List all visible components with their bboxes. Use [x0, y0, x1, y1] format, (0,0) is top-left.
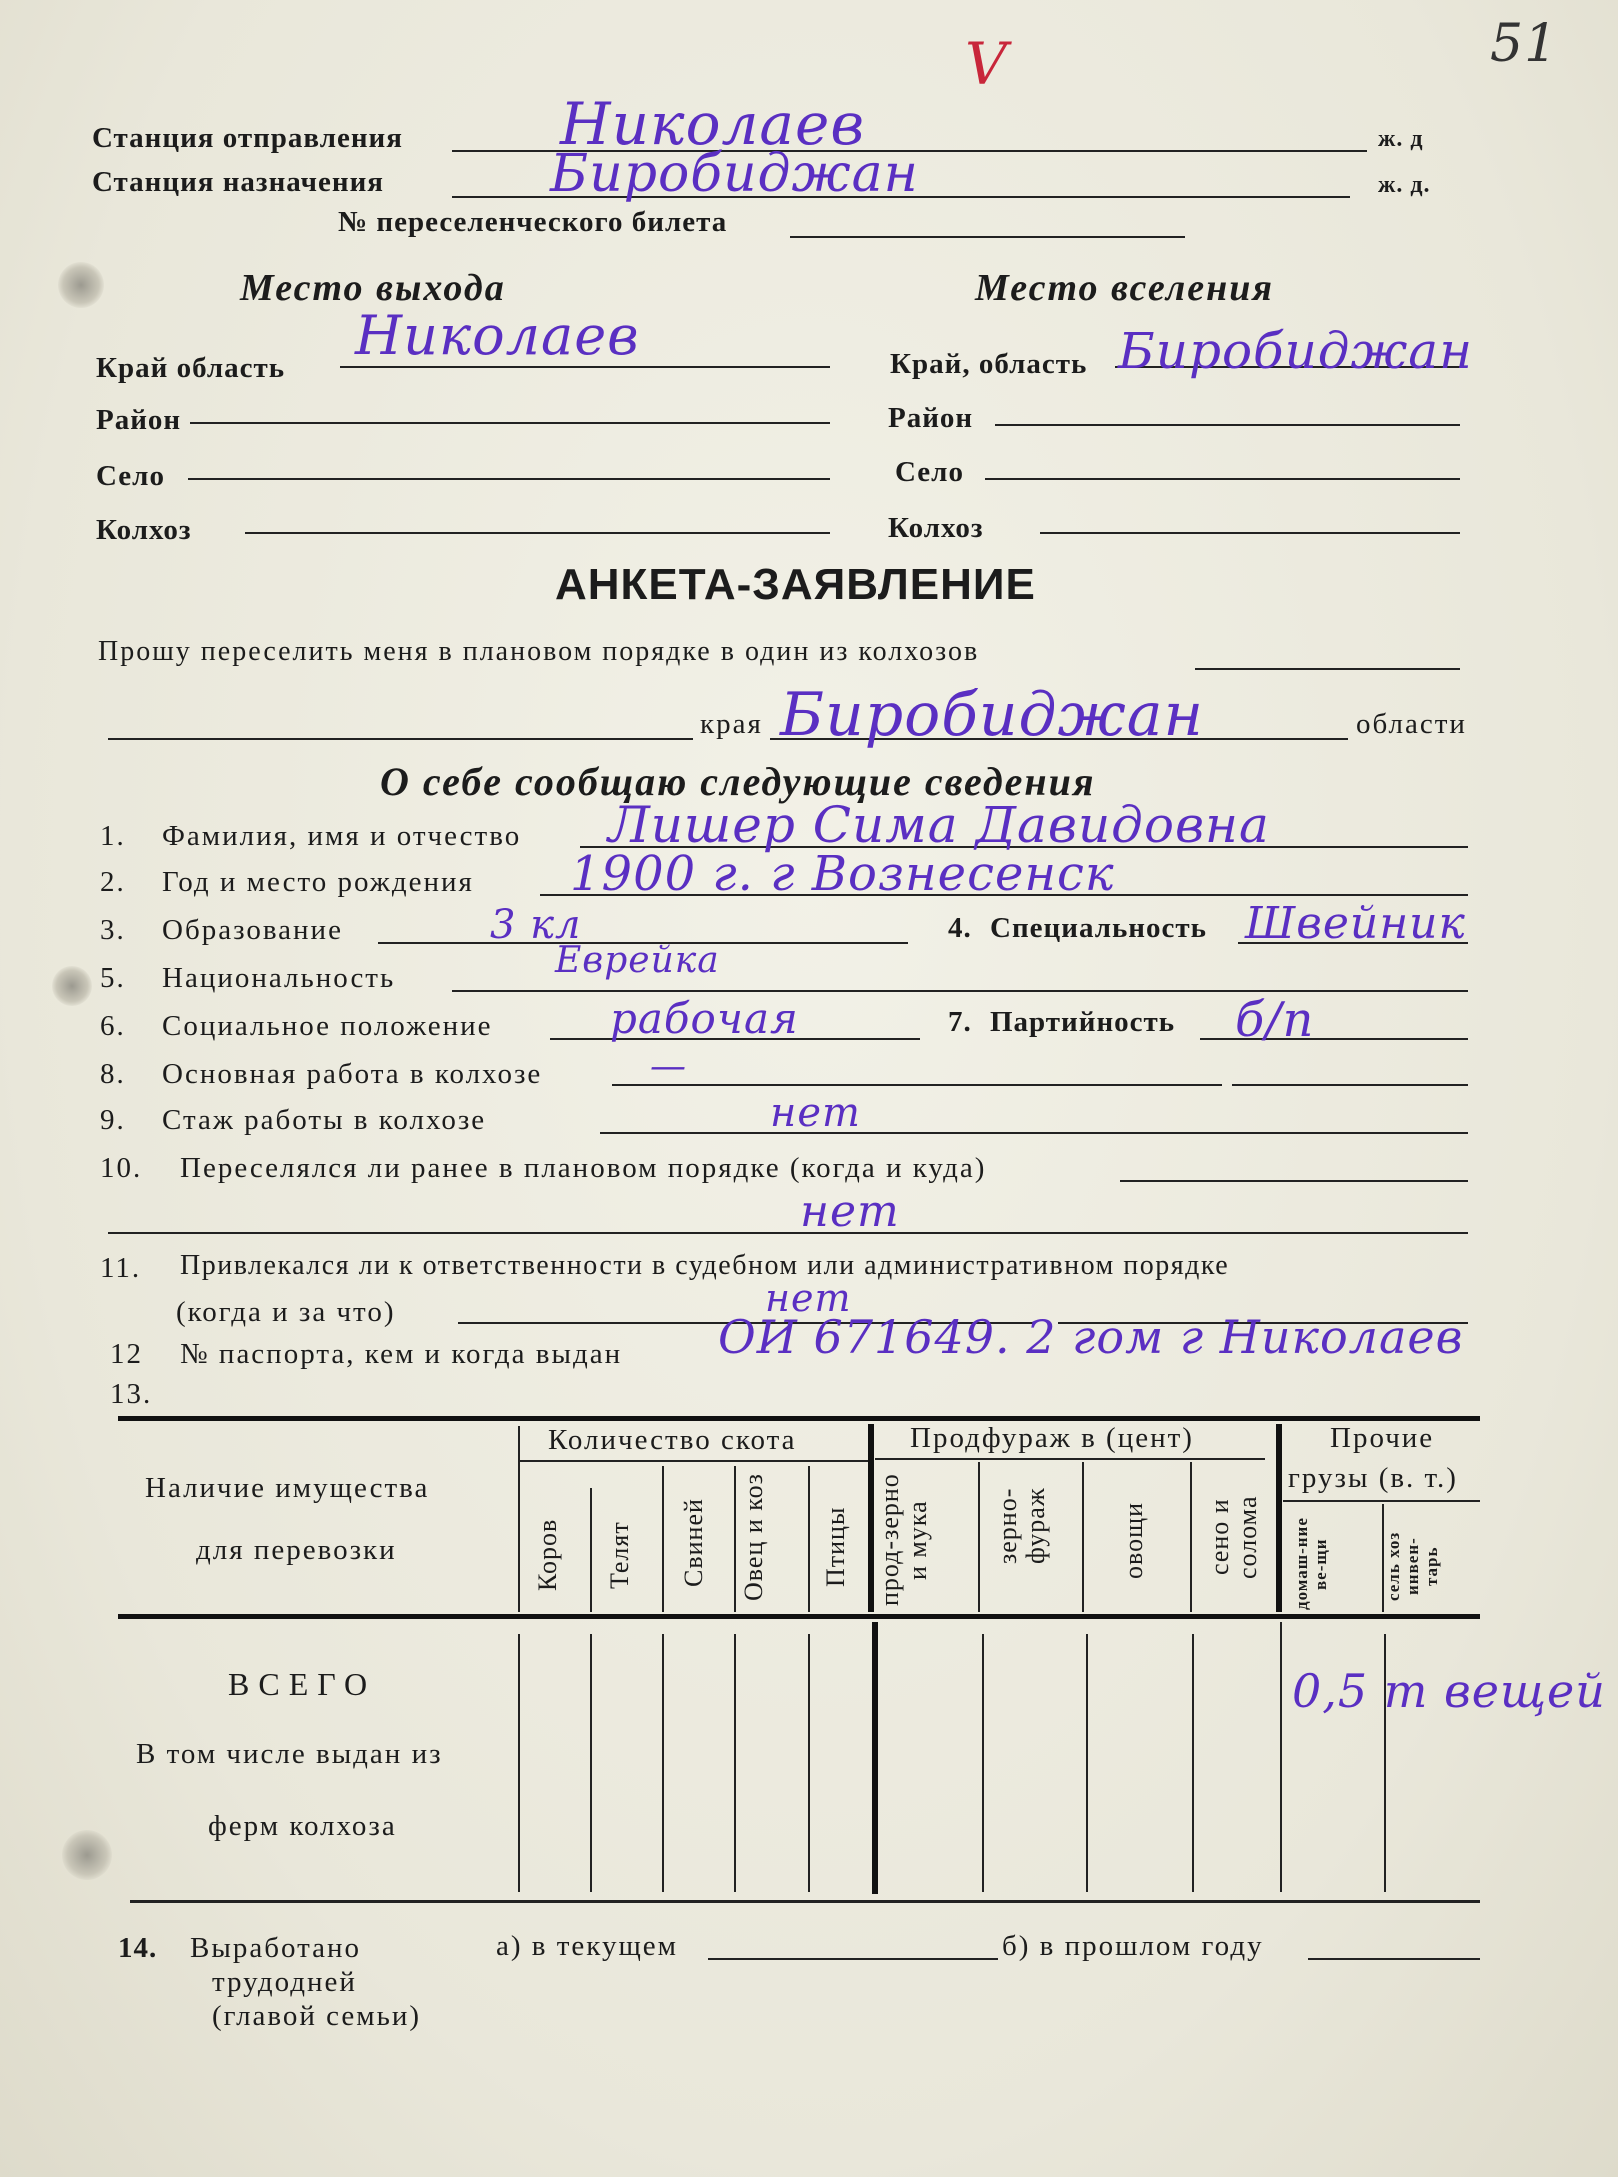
hdr-vline-9 [1190, 1462, 1192, 1612]
workdays-last-line [1308, 1958, 1480, 1960]
body-vline-3 [662, 1634, 664, 1892]
row-included-label-1: В том числе выдан из [136, 1738, 443, 1770]
field-7-label: Партийность [990, 1006, 1176, 1038]
destination-station-value: Биробиджан [550, 144, 919, 204]
field-5-value: Еврейка [555, 940, 720, 981]
destination-kolkhoz-line [1040, 532, 1460, 534]
hdr-vline-1 [518, 1426, 520, 1612]
group-fodder: Продфураж в (цент) [910, 1422, 1194, 1454]
field-12-label: № паспорта, кем и когда выдан [180, 1338, 623, 1370]
col-header-sheep: Овец и коз [739, 1473, 768, 1601]
field-1-label: Фамилия, имя и отчество [162, 820, 522, 852]
col-header-calves: Телят [605, 1521, 634, 1589]
body-vline-4 [734, 1634, 736, 1892]
field-4-value: Швейник [1245, 898, 1466, 949]
col-header-cows: Коров [533, 1518, 562, 1592]
col-header-poultry: Птицы [821, 1506, 850, 1588]
table-top-rule [118, 1416, 1480, 1421]
field-4-num: 4. [948, 912, 972, 944]
fodder-group-rule [875, 1458, 1265, 1460]
property-label-2: для перевозки [196, 1534, 397, 1566]
page-number: 51 [1490, 14, 1559, 74]
departure-station-value: Николаев [560, 90, 866, 158]
request-kraya-line [108, 738, 693, 740]
destination-heading: Место вселения [975, 267, 1274, 309]
field-3-value: 3 кл [490, 902, 582, 948]
workdays-current-line [708, 1958, 998, 1960]
field-11-label-b: (когда и за что) [176, 1296, 396, 1328]
destination-village-label: Село [895, 456, 964, 488]
hdr-vline-8 [1082, 1462, 1084, 1612]
field-1-num: 1. [100, 820, 126, 852]
field-7-value: б/п [1235, 992, 1315, 1048]
table-header-rule [118, 1614, 1480, 1619]
livestock-group-rule [520, 1460, 870, 1462]
origin-region-value: Николаев [355, 304, 640, 367]
field-8-value: — [650, 1046, 687, 1087]
request-oblast-label: области [1356, 708, 1467, 740]
row-total-label: ВСЕГО [228, 1666, 377, 1702]
workdays-current-label: а) в текущем [496, 1930, 678, 1962]
punch-hole-bottom [62, 1830, 112, 1880]
hdr-vline-5 [808, 1466, 810, 1612]
body-vline-1 [518, 1634, 520, 1892]
household-value: 0,5 т вещей [1292, 1664, 1606, 1718]
field-2-label: Год и место рождения [162, 866, 474, 898]
field-10-label: Переселялся ли ранее в плановом порядке (когда и куда) [180, 1152, 987, 1184]
field-3-label: Образование [162, 914, 343, 946]
destination-region-label: Край, область [890, 348, 1088, 380]
table-bottom-rule [130, 1900, 1480, 1903]
field-6-num: 6. [100, 1010, 126, 1042]
field-4-label: Специальность [990, 912, 1207, 944]
destination-district-line [995, 424, 1460, 426]
body-vline-9 [1192, 1634, 1194, 1892]
col-header-hay: сено и солома [1205, 1495, 1262, 1579]
hdr-vline-10 [1276, 1424, 1282, 1612]
field-11-num: 11. [100, 1252, 142, 1284]
workdays-label-2: трудодней [212, 1966, 357, 1998]
body-vline-8 [1086, 1634, 1088, 1892]
request-kraya-label: края [700, 708, 763, 740]
group-livestock: Количество скота [548, 1424, 797, 1456]
col-header-vegetables: овощи [1119, 1501, 1148, 1579]
workdays-last-label: б) в прошлом году [1002, 1930, 1264, 1962]
col-header-pigs: Свиней [679, 1498, 708, 1588]
origin-district-label: Район [96, 404, 182, 436]
hdr-vline-2 [590, 1488, 592, 1612]
origin-region-label: Край область [96, 352, 286, 384]
request-text: Прошу переселить меня в плановом порядке в один из колхозов [98, 636, 980, 667]
origin-kolkhoz-line [245, 532, 830, 534]
field-2-value: 1900 г. г Вознесенск [570, 846, 1115, 902]
field-5-line [452, 990, 1468, 992]
field-9-line [600, 1132, 1468, 1134]
rail-suffix-2: ж. д. [1378, 172, 1431, 198]
col-header-farm-inventory: сель хоз инвен-тарь [1384, 1531, 1441, 1601]
field-7-num: 7. [948, 1006, 972, 1038]
origin-village-label: Село [96, 460, 165, 492]
origin-village-line [188, 478, 830, 480]
hdr-vline-7 [978, 1462, 980, 1612]
destination-station-label: Станция назначения [92, 166, 384, 198]
form-title: АНКЕТА-ЗАЯВЛЕНИЕ [555, 560, 1036, 609]
field-3-num: 3. [100, 914, 126, 946]
request-oblast-value: Биробиджан [780, 680, 1205, 750]
body-vline-5 [808, 1634, 810, 1892]
field-10-value: нет [800, 1186, 900, 1237]
field-11-value: нет [765, 1276, 852, 1320]
request-kolkhoz-line [1195, 668, 1460, 670]
field-1-value: Лишер Сима Давидовна [608, 796, 1270, 854]
field-9-value: нет [770, 1090, 861, 1136]
check-mark: V [965, 30, 1008, 98]
field-9-label: Стаж работы в колхозе [162, 1104, 487, 1136]
field-12-num: 12 [110, 1338, 143, 1370]
field-13-num: 13. [110, 1378, 153, 1410]
group-other-1: Прочие [1330, 1422, 1435, 1454]
hdr-vline-11 [1382, 1504, 1384, 1612]
rail-suffix-1: ж. д [1378, 126, 1424, 152]
field-6-value: рабочая [610, 994, 799, 1043]
field-5-num: 5. [100, 962, 126, 994]
about-heading: О себе сообщаю следующие сведения [380, 759, 1096, 804]
ticket-line [790, 236, 1185, 238]
field-5-label: Национальность [162, 962, 396, 994]
punch-hole-top [58, 262, 104, 308]
workdays-num: 14. [118, 1932, 158, 1964]
body-vline-6 [872, 1622, 878, 1894]
hdr-vline-4 [734, 1466, 736, 1612]
field-6-label: Социальное положение [162, 1010, 493, 1042]
body-vline-7 [982, 1634, 984, 1892]
hdr-vline-6 [868, 1424, 874, 1612]
property-label-1: Наличие имущества [145, 1472, 430, 1504]
hdr-vline-3 [662, 1466, 664, 1612]
destination-village-line [985, 478, 1460, 480]
row-included-label-2: ферм колхоза [208, 1810, 397, 1842]
group-other-2: грузы (в. т.) [1288, 1462, 1458, 1494]
body-vline-2 [590, 1634, 592, 1892]
col-header-household: домаш-ние ве-щи [1292, 1517, 1330, 1611]
field-12-value: ОИ 671649. 2 гом г Николаев [718, 1310, 1464, 1364]
workdays-label-3: (главой семьи) [212, 2000, 422, 2032]
departure-station-label: Станция отправления [92, 122, 403, 154]
field-8-line-a [612, 1084, 1222, 1086]
origin-kolkhoz-label: Колхоз [96, 514, 192, 546]
field-8-line-b [1232, 1084, 1468, 1086]
destination-region-value: Биробиджан [1118, 322, 1474, 380]
punch-hole-middle [52, 966, 92, 1006]
destination-district-label: Район [888, 402, 974, 434]
body-vline-10 [1280, 1622, 1282, 1892]
field-8-label: Основная работа в колхозе [162, 1058, 543, 1090]
col-header-grain: прод-зерно и мука [875, 1473, 932, 1607]
workdays-label-1: Выработано [190, 1932, 361, 1964]
destination-kolkhoz-label: Колхоз [888, 512, 984, 544]
ticket-label: № переселенческого билета [338, 206, 728, 238]
field-10-num: 10. [100, 1152, 143, 1184]
field-10-line-b [108, 1232, 1468, 1234]
origin-heading: Место выхода [240, 267, 506, 309]
field-9-num: 9. [100, 1104, 126, 1136]
other-group-rule [1283, 1500, 1480, 1502]
field-2-num: 2. [100, 866, 126, 898]
field-10-line-a [1120, 1180, 1468, 1182]
col-header-feed-grain: зерно-фураж [993, 1487, 1050, 1565]
origin-district-line [190, 422, 830, 424]
field-11-label-a: Привлекался ли к ответственности в судебном или административном порядке [180, 1250, 1230, 1281]
field-8-num: 8. [100, 1058, 126, 1090]
